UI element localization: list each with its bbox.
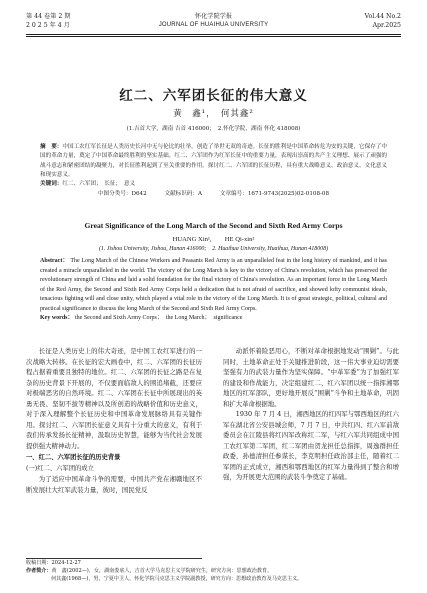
header-date: 2 0 2 5 年 4 月	[26, 22, 70, 29]
clc-number: 中图分类号：D642	[97, 191, 147, 197]
article-title-en: Great Significance of the Long March of the Second and Sixth Red Army Corps	[84, 221, 343, 230]
abstract-label-cn: 摘 要：	[40, 144, 63, 150]
author-intro-2	[26, 575, 401, 583]
body-column-left	[26, 346, 202, 495]
header-journal	[26, 12, 401, 30]
keywords-text-en: the Second and Sixth Army Corps； the Long March； significance	[75, 315, 243, 321]
header-issue: 第 44 卷第 2 期	[26, 13, 71, 20]
section-heading: 一、红二、六军团长征的历史背景	[26, 454, 121, 461]
header-date-en: Apr.2025	[372, 22, 401, 29]
body-paragraph: 1930 年 7 月 4 日，湘西地区的红四军与鄂西地区的红六军在湖北省公安县城会师，7 月 7 日，中共红四、红六军前敌委员会在江陵县将红四军改称红二军，与红六军共同组成中国工农红军第二军团，红二军团由贺龙担任总指挥，周逸群担任政委，孙德清担任参谋长，李克明担任政治部主任，随着红二军团的正式成立，湘西和鄂西地区的红军力量得到了整合和增强，为开展更大范围的武装斗争奠定了基础。	[223, 410, 399, 481]
abstract-label-en: Abstract：	[40, 258, 69, 264]
keywords-cn	[40, 180, 387, 189]
abstract-en	[40, 257, 387, 315]
author-intro-label: 作者简介：	[26, 568, 52, 574]
affiliations-en: (1. Jishou University, Jishou, Hunan 416000; 2. Huaihua University, Huaihua, Hunan 418008)	[98, 246, 329, 252]
document-code: 文献标识码：A	[164, 191, 203, 197]
classification-line	[40, 190, 387, 199]
subsection-heading: (一)红二、六军团的成立	[26, 464, 94, 472]
journal-name-en: JOURNAL OF HUAIHUA UNIVERSITY	[158, 22, 269, 28]
affiliations-cn: (1.吉首大学，湖南 吉首 416000； 2.怀化学院，湖南 怀化 418008)	[126, 126, 301, 132]
authors-cn: 黄 鑫¹， 何其鑫²	[173, 109, 254, 119]
running-header	[26, 12, 401, 34]
abstract-cn	[40, 143, 387, 180]
header-volume-en	[365, 12, 401, 30]
keywords-label-en: Key words：	[40, 315, 74, 321]
body-column-right	[223, 346, 399, 483]
keywords-text-cn: 红二、六军团； 长征； 意义	[62, 181, 136, 187]
journal-name-cn: 怀化学院学报	[194, 13, 233, 20]
header-issue-en: Vol.44 No.2	[364, 13, 401, 20]
body-paragraph: 为了适应中国革命斗争的需要，中国共产党在湘赣地区不断发展壮大红军武装力量，彼时，国民党反	[26, 475, 202, 494]
keywords-en	[40, 314, 387, 323]
body-paragraph: 动派怀着险恶用心，不断对革命根据地发动“围剿”。与此同时，土地革命正处于关键推进阶段，这一伟大事业迫切需要坚强有力的武装力量作为坚实保障。“中革军委”为了加强红军的建设和作战能力，决定组建红二、红六军团以统一指挥湘鄂地区的红军部队，更好地开展反“围剿”斗争和土地革命，巩固和扩大革命根据地。	[223, 347, 399, 408]
abstract-text-cn: 中国工农红军长征是人类历史长河中无与伦比的壮举，创造了举世无双的奇迹。长征的胜利是中国革命转危为安的关键，它保存了中国的革命力量，奠定了中国革命最终胜利的坚实基础。红二、六军团作为红军长征中的重要力量，表现出崇高的共产主义理想、展示了顽强的战斗意志和紧密团结的凝聚力，对长征胜利起到了至关重要的作用。探讨红二、六军团的长征历程，具有重大战略意义、政治意义、文化意义和现实意义。	[40, 144, 387, 178]
received-date: 收稿日期：2024-12-27	[26, 560, 81, 566]
header-rule-top	[26, 34, 401, 35]
header-rule-bottom	[26, 36, 401, 37]
authors-en: HUANG Xin¹, HE Qi-xin²	[172, 236, 255, 243]
author-intro-text-1: 黄 鑫(2002—)，女，湖南娄底人，吉首大学马克思主义学院研究生，研究方向：思想政治教育。	[51, 568, 273, 574]
abstract-text-en: The Long March of the Chinese Workers and Peasants Red Army is an unparalleled feat in the long history of mankind, and it has created a miracle unparalleled in the world. The victory of the Long March is key to the victory of China's revolution, which has preserved the revolutionary strength of China and laid a solid foundation for the final victory of China's revolution. As an important force in the Long March of the Red Army, the Second and Sixth Red Army Corps held a dedication that is not afraid of sacrifice, and showed lofty communist ideals, tenacious fighting will and close unity, which played a vital role in the victory of the Long March. It is of great strategic, political, cultural and practical significance to discuss the long March of the Second and Sixth Red Army Corps.	[40, 258, 387, 312]
author-intro-1	[26, 567, 401, 575]
article-number: 文章编号：1671-9743(2025)02-0108-08	[219, 191, 330, 197]
keywords-label-cn: 关键词：	[40, 181, 63, 187]
article-title-cn: 红二、六军团长征的伟大意义	[119, 88, 308, 104]
author-intro-text-2: 何其鑫(1968—)，男，宁夏中卫人，怀化学院马克思主义学院副教授，研究方向：思想政治教育及马克思主义。	[51, 576, 303, 582]
body-paragraph: 长征是人类历史上的伟大奇迹，是中国工农红军进行的一次战略大转移。在长征的宏大画卷中，红二、六军团的长征历程占据着重要且独特的地位。红二、六军团的长征之路是在复杂的历史背景下开展的，不仅要面临敌人的围追堵截，还要应对极端恶劣的自然环境。红二、六军团在长征中所展现出的英勇无畏、坚韧不拔等精神以及所创造的战略价值和历史意义，对于深入理解整个长征历史和中国革命发展脉络具有关键作用。探讨红二、六军团长征意义具有十分重大的意义，有利于我们传承发扬长征精神，汲取历史智慧，能够为当代社会发展提供强大精神动力。	[26, 347, 202, 450]
